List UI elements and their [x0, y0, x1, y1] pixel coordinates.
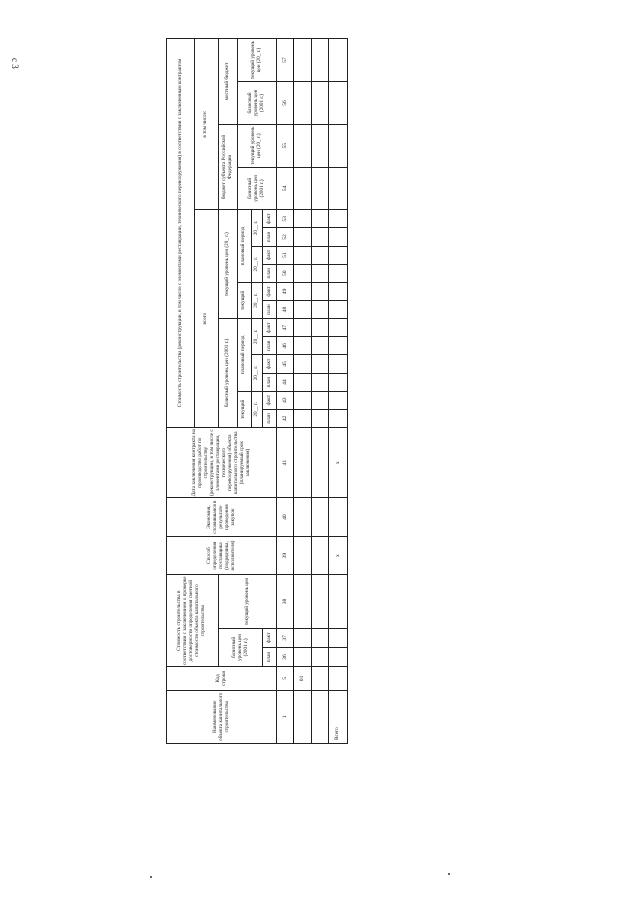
cell[interactable]	[293, 264, 311, 282]
cell[interactable]	[293, 300, 311, 318]
header-plan: план	[263, 228, 277, 246]
cell[interactable]	[311, 82, 329, 125]
header-plan: план	[263, 337, 277, 355]
header-year: 20__ г.	[251, 355, 263, 391]
header-year: 20__ г.	[251, 319, 263, 355]
cell[interactable]	[311, 124, 329, 167]
header-planned-period: плановый период	[237, 319, 251, 392]
cell[interactable]	[329, 300, 348, 318]
cell[interactable]	[293, 498, 311, 536]
cell[interactable]	[293, 690, 311, 743]
col-number: 42	[277, 409, 293, 427]
cell[interactable]	[293, 319, 311, 337]
cell[interactable]	[293, 427, 311, 497]
header-year: 20__ г.	[251, 246, 263, 282]
rotated-form-table	[166, 38, 348, 744]
x-mark: x	[329, 536, 348, 574]
header-plan: план	[263, 647, 277, 666]
cell[interactable]	[293, 647, 311, 666]
cell[interactable]	[293, 536, 311, 574]
header-fact: факт	[263, 246, 277, 264]
header-current-year: текущий	[237, 391, 251, 427]
cell[interactable]	[311, 167, 329, 210]
col-number: 41	[277, 427, 293, 497]
cell[interactable]	[293, 628, 311, 647]
col-number: 55	[277, 124, 293, 167]
header-base-level: базисный уровень цен (2001 г.)	[218, 628, 263, 666]
col-number: 44	[277, 373, 293, 391]
col-number: 53	[277, 210, 293, 228]
col-number: 43	[277, 391, 293, 409]
cell[interactable]	[311, 282, 329, 300]
cell[interactable]	[329, 373, 348, 391]
cell[interactable]	[311, 409, 329, 427]
header-row-code: Код строки	[167, 667, 277, 690]
scan-speck	[448, 873, 450, 875]
col-number: 50	[277, 264, 293, 282]
col-number: 5	[277, 667, 293, 690]
cell[interactable]	[311, 228, 329, 246]
cell[interactable]	[293, 282, 311, 300]
header-current-level-contract: текущий уровень цен (20_ г.)	[218, 210, 237, 319]
header-current-level: текущий уровень цен	[218, 575, 277, 628]
page-number: с 3	[10, 58, 20, 69]
header-fact: факт	[263, 391, 277, 409]
col-number: 47	[277, 319, 293, 337]
header-budget-current: текущий уровень цен (20_ г.)	[237, 39, 277, 82]
cell[interactable]	[293, 337, 311, 355]
col-number: 36	[277, 647, 293, 666]
header-contract-date: Дата заключения контракта на производство работ по строительству (реконструкции, в том числе с элементами реставрации, технического перевооружения) объекта капитального строительства (планируемый срок заключения)	[167, 427, 277, 497]
cell[interactable]	[311, 391, 329, 409]
cell[interactable]	[329, 82, 348, 125]
header-contract-cost: Стоимость строительства (реконструкции, в том числе с элементами реставрации, технического перевооружения) в соответствии с заключенным контрактом	[167, 39, 195, 428]
cell[interactable]	[311, 373, 329, 391]
cell[interactable]	[311, 39, 329, 82]
header-budget-subject: бюджет субъекта Российской Федерации	[218, 124, 237, 209]
header-plan: план	[263, 264, 277, 282]
header-fact: факт	[263, 355, 277, 373]
cell[interactable]	[329, 246, 348, 264]
cell[interactable]	[311, 647, 329, 666]
header-year: 20__ г.	[251, 391, 263, 427]
scan-speck	[150, 876, 152, 878]
header-budget-base: базисный уровень цен (2001 г.)	[237, 82, 277, 125]
col-number: 1	[277, 690, 293, 743]
header-local-budget: местный бюджет	[218, 39, 237, 125]
col-number: 46	[277, 337, 293, 355]
header-fact: факт	[263, 319, 277, 337]
total-label: Всего	[329, 690, 348, 743]
header-base-level-contract: базисный уровень цен (2001 г.)	[218, 319, 237, 428]
row-code: 01	[293, 667, 311, 690]
cell[interactable]	[311, 427, 329, 497]
cell[interactable]	[329, 124, 348, 167]
header-fact: факт	[263, 210, 277, 228]
cell[interactable]	[311, 246, 329, 264]
cell[interactable]	[329, 409, 348, 427]
header-fact: факт	[263, 628, 277, 647]
cell[interactable]	[329, 264, 348, 282]
col-number: 38	[277, 575, 293, 628]
table-row	[311, 39, 329, 744]
cell[interactable]	[329, 337, 348, 355]
col-number: 49	[277, 282, 293, 300]
header-supplier-method: Способ определения поставщика (подрядчика, исполнителя)	[167, 536, 277, 574]
cell[interactable]	[311, 300, 329, 318]
header-year: 20__ г.	[251, 282, 263, 318]
header-budget-current: текущий уровень цен (20_ г.)	[237, 124, 277, 167]
col-number: 45	[277, 355, 293, 373]
cell[interactable]	[311, 575, 329, 628]
cell[interactable]	[311, 337, 329, 355]
cell[interactable]	[311, 667, 329, 690]
cell[interactable]	[329, 282, 348, 300]
cell[interactable]	[293, 246, 311, 264]
cell[interactable]	[311, 536, 329, 574]
col-number: 56	[277, 82, 293, 125]
cell[interactable]	[329, 228, 348, 246]
cost-table	[166, 38, 348, 744]
header-fact: факт	[263, 282, 277, 300]
cell[interactable]	[311, 264, 329, 282]
cell[interactable]	[293, 391, 311, 409]
cell[interactable]	[293, 39, 311, 82]
cell[interactable]	[293, 167, 311, 210]
cell[interactable]	[311, 355, 329, 373]
col-number: 37	[277, 628, 293, 647]
cell[interactable]	[293, 82, 311, 125]
header-cost-by-expertise: Стоимость строительства в соответствии с заключением о проверке достоверности определения сметной стоимости объекта капитального строительства	[167, 575, 219, 667]
cell[interactable]	[329, 391, 348, 409]
cell[interactable]	[329, 647, 348, 666]
total-row	[329, 39, 348, 744]
cell[interactable]	[329, 167, 348, 210]
cell[interactable]	[329, 39, 348, 82]
col-number: 51	[277, 246, 293, 264]
col-number: 40	[277, 498, 293, 536]
cell[interactable]	[293, 575, 311, 628]
cell[interactable]	[311, 498, 329, 536]
header-plan: план	[263, 373, 277, 391]
header-in-that: в том числе:	[195, 39, 219, 210]
cell[interactable]	[329, 575, 348, 628]
col-number: 54	[277, 167, 293, 210]
cell[interactable]	[293, 409, 311, 427]
cell[interactable]	[329, 210, 348, 228]
cell[interactable]	[293, 210, 311, 228]
col-number: 48	[277, 300, 293, 318]
table-row	[293, 39, 311, 744]
cell[interactable]	[311, 628, 329, 647]
header-economy: Экономия, сложившаяся в результате проведения закупок	[167, 498, 277, 536]
cell[interactable]	[293, 228, 311, 246]
col-number: 52	[277, 228, 293, 246]
header-budget-base: базисный уровень цен (2001 г.)	[237, 167, 277, 210]
cell[interactable]	[329, 355, 348, 373]
col-number: 39	[277, 536, 293, 574]
header-object-name: Наименование объекта капитального строительства	[167, 690, 277, 743]
cell[interactable]	[293, 124, 311, 167]
cell[interactable]	[311, 210, 329, 228]
cell[interactable]	[293, 373, 311, 391]
cell[interactable]	[311, 319, 329, 337]
header-current-year: текущий	[237, 282, 251, 318]
header-plan: план	[263, 409, 277, 427]
cell[interactable]	[329, 498, 348, 536]
header-planned-period: плановый период	[237, 210, 251, 283]
header-year: 20__ г.	[251, 210, 263, 246]
header-plan: план	[263, 300, 277, 318]
cell[interactable]	[293, 355, 311, 373]
cell	[329, 667, 348, 690]
cell[interactable]	[329, 628, 348, 647]
header-total: всего	[195, 210, 219, 428]
cell[interactable]	[311, 690, 329, 743]
col-number: 57	[277, 39, 293, 82]
x-mark: x	[329, 427, 348, 497]
cell[interactable]	[329, 319, 348, 337]
